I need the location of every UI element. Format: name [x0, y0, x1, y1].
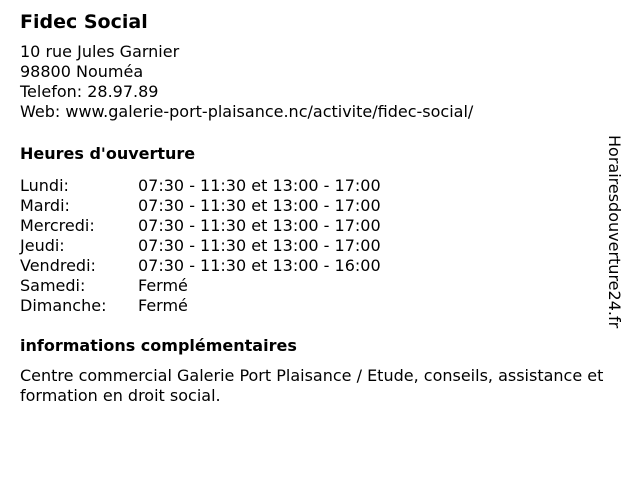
day-label: Mardi:	[20, 196, 70, 215]
street-address: 10 rue Jules Garnier	[20, 42, 180, 61]
day-hours: 07:30 - 11:30 et 13:00 - 17:00	[138, 176, 381, 195]
day-hours: 07:30 - 11:30 et 13:00 - 16:00	[138, 256, 381, 275]
day-label: Samedi:	[20, 276, 86, 295]
city-address: 98800 Nouméa	[20, 62, 144, 81]
hours-row-monday	[20, 176, 620, 196]
day-label: Dimanche:	[20, 296, 107, 315]
day-hours: 07:30 - 11:30 et 13:00 - 17:00	[138, 216, 381, 235]
additional-info-text: Centre commercial Galerie Port Plaisance / Etude, conseils, assistance et formation en droit social.	[20, 366, 604, 405]
site-watermark: Horairesdouverture24.fr	[605, 135, 624, 329]
day-label: Mercredi:	[20, 216, 95, 235]
opening-hours-table	[20, 176, 620, 316]
hours-row-wednesday	[20, 216, 620, 236]
hours-row-sunday	[20, 296, 620, 316]
hours-row-friday	[20, 256, 620, 276]
day-label: Vendredi:	[20, 256, 96, 275]
address-block	[20, 42, 620, 122]
business-name: Fidec Social	[20, 11, 148, 33]
additional-info-heading: informations complémentaires	[20, 336, 297, 355]
hours-row-thursday	[20, 236, 620, 256]
hours-row-saturday	[20, 276, 620, 296]
opening-hours-heading: Heures d'ouverture	[20, 144, 196, 163]
website-link[interactable]: Web: www.galerie-port-plaisance.nc/activite/fidec-social/	[20, 102, 474, 121]
phone-number: Telefon: 28.97.89	[20, 82, 159, 101]
business-card	[20, 10, 620, 406]
day-hours: Fermé	[138, 296, 188, 315]
day-hours: 07:30 - 11:30 et 13:00 - 17:00	[138, 236, 381, 255]
day-label: Jeudi:	[20, 236, 65, 255]
day-label: Lundi:	[20, 176, 69, 195]
day-hours: 07:30 - 11:30 et 13:00 - 17:00	[138, 196, 381, 215]
hours-row-tuesday	[20, 196, 620, 216]
day-hours: Fermé	[138, 276, 188, 295]
